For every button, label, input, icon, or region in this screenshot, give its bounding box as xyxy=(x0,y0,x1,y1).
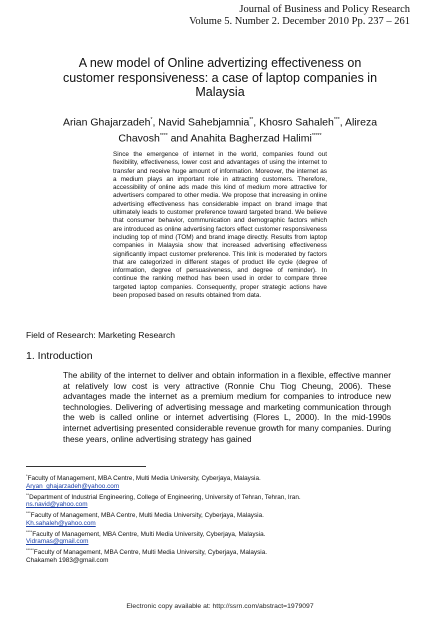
field-of-research: Field of Research: Marketing Research xyxy=(26,330,176,340)
author-sep: , xyxy=(253,116,260,129)
footnote-text: Faculty of Management, MBA Centre, Multi Media University, Cyberjaya, Malaysia. xyxy=(33,549,268,557)
author-mark: **** xyxy=(159,132,168,139)
footnote xyxy=(26,472,389,491)
footnote-mark: ***** xyxy=(26,547,34,553)
author-mark: * xyxy=(150,117,153,123)
author-mark: *** xyxy=(333,117,340,123)
footnotes xyxy=(26,472,389,565)
author-email-link[interactable]: Kh.sahaleh@yahoo.com xyxy=(26,519,96,527)
footnote-text: Department of Industrial Engineering, College of Engineering, University of Tehran, Tehran, Iran. xyxy=(29,493,301,501)
author-email-link[interactable]: Vidramas@gmail.com xyxy=(26,538,89,546)
author-sep: , Alireza xyxy=(339,116,378,129)
paper-title xyxy=(30,56,410,100)
author-line xyxy=(30,114,410,130)
footnote xyxy=(26,546,389,565)
footnote-mark: **** xyxy=(26,528,33,534)
author-name: Khosro Sahaleh xyxy=(259,116,334,129)
footnote xyxy=(26,528,389,547)
title-line: Malaysia xyxy=(195,85,245,99)
journal-header xyxy=(189,4,410,28)
footnote-text: Faculty of Management, MBA Centre, Multi Media University, Cyberjaya, Malaysia. xyxy=(32,530,266,538)
author-email-link[interactable]: Aryan_ghajarzadeh@yahoo.com xyxy=(26,482,120,490)
journal-name: Journal of Business and Policy Research xyxy=(239,4,410,15)
title-line: customer responsiveness: a case of laptop companies in xyxy=(62,70,378,85)
footnote-text: Faculty of Management, MBA Centre, Multi Media University, Cyberjaya, Malaysia. xyxy=(30,512,264,520)
introduction-paragraph: The ability of the internet to deliver and obtain information in a flexible, effective manner at relatively low cost is very attractive (Ronnie Chu Tiog Cheung, 2006). These advantages made the internet as a premium medium for companies to introduce new technologies. Delivering of advertising message and marketing communication through the web is called online or internet advertising (Flores L, 2000). In the mid-1990s internet advertising presented considerable revenue growth for many companies. During these years, online advertising strategy has gained xyxy=(63,370,391,444)
author-name: Arian Ghajarzadeh xyxy=(62,116,151,129)
ssrn-footer: Electronic copy available at: http://ssrn.com/abstract=1979097 xyxy=(126,603,314,610)
author-list xyxy=(30,114,410,145)
abstract: Since the emergence of internet in the world, companies found out flexibility, effectiveness, lower cost and advantages of using the internet to transfer and receive huge amount of information. Moreover, the internet as a medium plays an important role in attracting customers. Therefore, accessibility of online ads made this kind of medium more attractive for advertisers compared to other media. We propose that increasing in online advertising effectiveness has considerable impact on brand image that ultimately leads to customer preference toward targeted brand. We believe that consumer behavior, communication and demographic factors which are introduced as online advertising factors effect customer responsiveness including top of mind (TOM) and brand image directly. Results from laptop companies in Malaysia show that increased advertising effectiveness significantly impact customer preference. This link is moderated by factors that are categorized in different stages of product life cycle (degree of information, degree of persuasiveness, and degree of reminder). In continue the ranking method has been used in order to compare three targeted laptop companies. Consequently, proper strategic actions have been proposed based on results obtained from data. xyxy=(113,151,327,300)
author-email: Chakameh 1983@gmail.com xyxy=(26,556,109,564)
author-sep: , xyxy=(152,116,159,129)
footnote-mark: *** xyxy=(26,510,31,516)
author-sep: and xyxy=(167,132,191,144)
footnote-mark: ** xyxy=(26,491,30,497)
section-heading: 1. Introduction xyxy=(26,350,93,362)
author-name: Anahita Bagherzad Halimi xyxy=(190,132,312,144)
footnote xyxy=(26,509,389,528)
title-line: A new model of Online advertizing effectiveness on xyxy=(78,56,362,70)
journal-issue: Volume 5. Number 2. December 2010 Pp. 237 – 261 xyxy=(189,16,410,27)
author-mark: ** xyxy=(249,117,254,123)
author-email-link[interactable]: ns.navid@yahoo.com xyxy=(26,501,88,509)
author-name: Navid Sahebjamnia xyxy=(158,116,250,129)
footnote-text: Faculty of Management, MBA Centre, Multi Media University, Cyberjaya, Malaysia. xyxy=(27,475,261,483)
author-mark: ***** xyxy=(311,132,322,139)
footnote-divider xyxy=(26,466,146,467)
footnote-mark: * xyxy=(26,473,28,478)
footnote xyxy=(26,491,389,510)
author-name: Chavosh xyxy=(118,132,160,144)
author-line xyxy=(30,130,410,146)
